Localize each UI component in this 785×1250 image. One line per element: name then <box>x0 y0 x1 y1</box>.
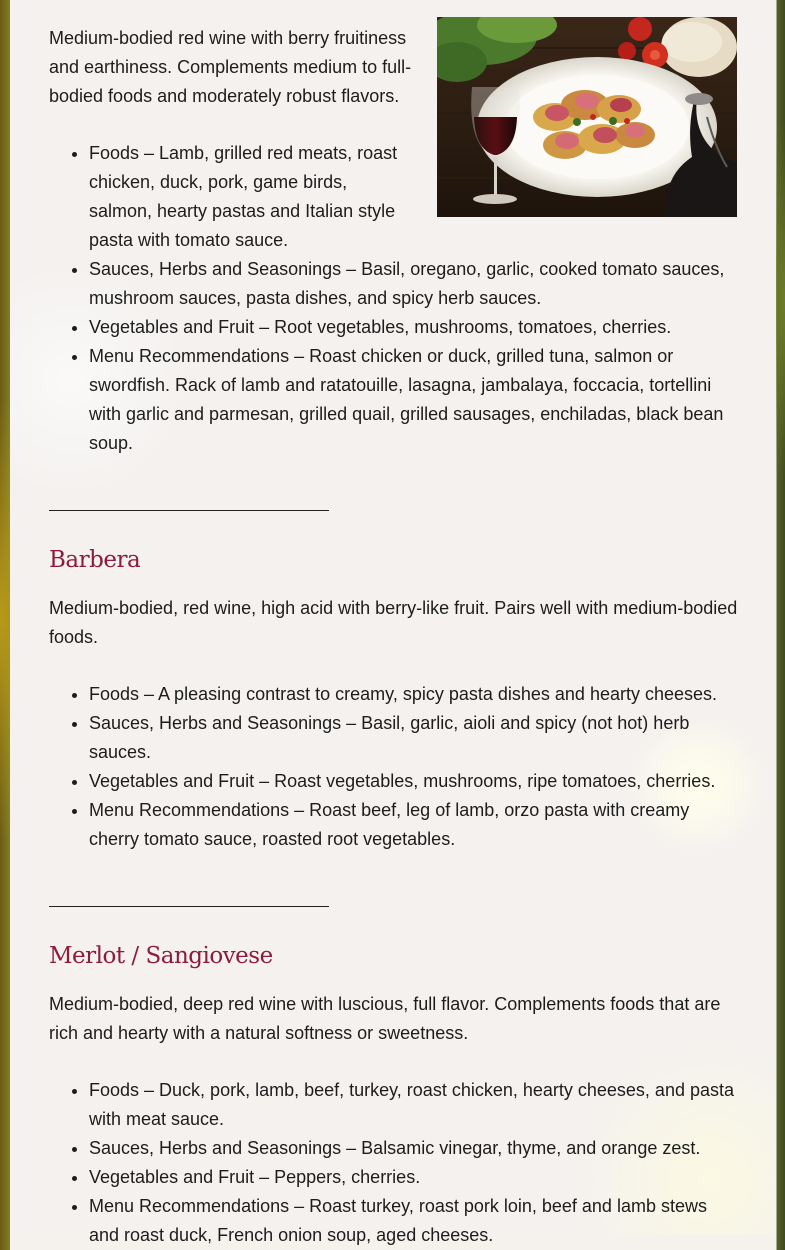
section-divider <box>49 906 329 907</box>
barbera-pairing-list <box>49 680 739 854</box>
list-item: • Foods – A pleasing contrast to creamy, spicy pasta dishes and hearty cheeses. <box>89 680 739 709</box>
list-item: • Sauces, Herbs and Seasonings – Basil, garlic, aioli and spicy (not hot) herb sauces. <box>89 709 739 767</box>
list-item: • Sauces, Herbs and Seasonings – Balsamic vinegar, thyme, and orange zest. <box>89 1134 739 1163</box>
list-item: • Menu Recommendations – Roast chicken or duck, grilled tuna, salmon or swordfish. Rack of lamb and ratatouille, lasagna, jambalaya, foccacia, tortellini with garlic and parmesan, grilled quail, grilled sausages, enchiladas, black bean soup. <box>89 342 739 458</box>
merlot-description: Medium-bodied, deep red wine with luscious, full flavor. Complements foods that are rich and hearty with a natural softness or sweetness. <box>49 994 721 1043</box>
list-item: • Menu Recommendations – Roast beef, leg of lamb, orzo pasta with creamy cherry tomato sauce, roasted root vegetables. <box>89 796 739 854</box>
list-item: • Vegetables and Fruit – Root vegetables, mushrooms, tomatoes, cherries. <box>89 313 739 342</box>
intro-description: Medium-bodied red wine with berry fruitiness and earthiness. Complements medium to full-bodied foods and moderately robust flavors. <box>49 28 412 106</box>
intro-pairing-list <box>49 139 739 458</box>
content-panel <box>10 0 776 1245</box>
list-item: • Vegetables and Fruit – Peppers, cherries. <box>89 1163 739 1192</box>
section-divider <box>49 510 329 511</box>
section-title-merlot: Merlot / Sangiovese <box>49 943 273 969</box>
barbera-description: Medium-bodied, red wine, high acid with berry-like fruit. Pairs well with medium-bodied foods. <box>49 598 738 647</box>
list-item: • Sauces, Herbs and Seasonings – Basil, oregano, garlic, cooked tomato sauces, mushroom sauces, pasta dishes, and spicy herb sauces. <box>89 255 739 313</box>
list-item: • Menu Recommendations – Roast turkey, roast pork loin, beef and lamb stews and roast duck, French onion soup, aged cheeses. <box>89 1192 739 1250</box>
article-body <box>49 0 739 1250</box>
merlot-pairing-list <box>49 1076 739 1250</box>
list-item: • Foods – Lamb, grilled red meats, roast chicken, duck, pork, game birds, salmon, hearty pastas and Italian style pasta with tomato sauce. <box>89 139 411 255</box>
list-item: • Foods – Duck, pork, lamb, beef, turkey, roast chicken, hearty cheeses, and pasta with meat sauce. <box>89 1076 739 1134</box>
section-title-barbera: Barbera <box>49 547 141 573</box>
list-item: • Vegetables and Fruit – Roast vegetables, mushrooms, ripe tomatoes, cherries. <box>89 767 739 796</box>
